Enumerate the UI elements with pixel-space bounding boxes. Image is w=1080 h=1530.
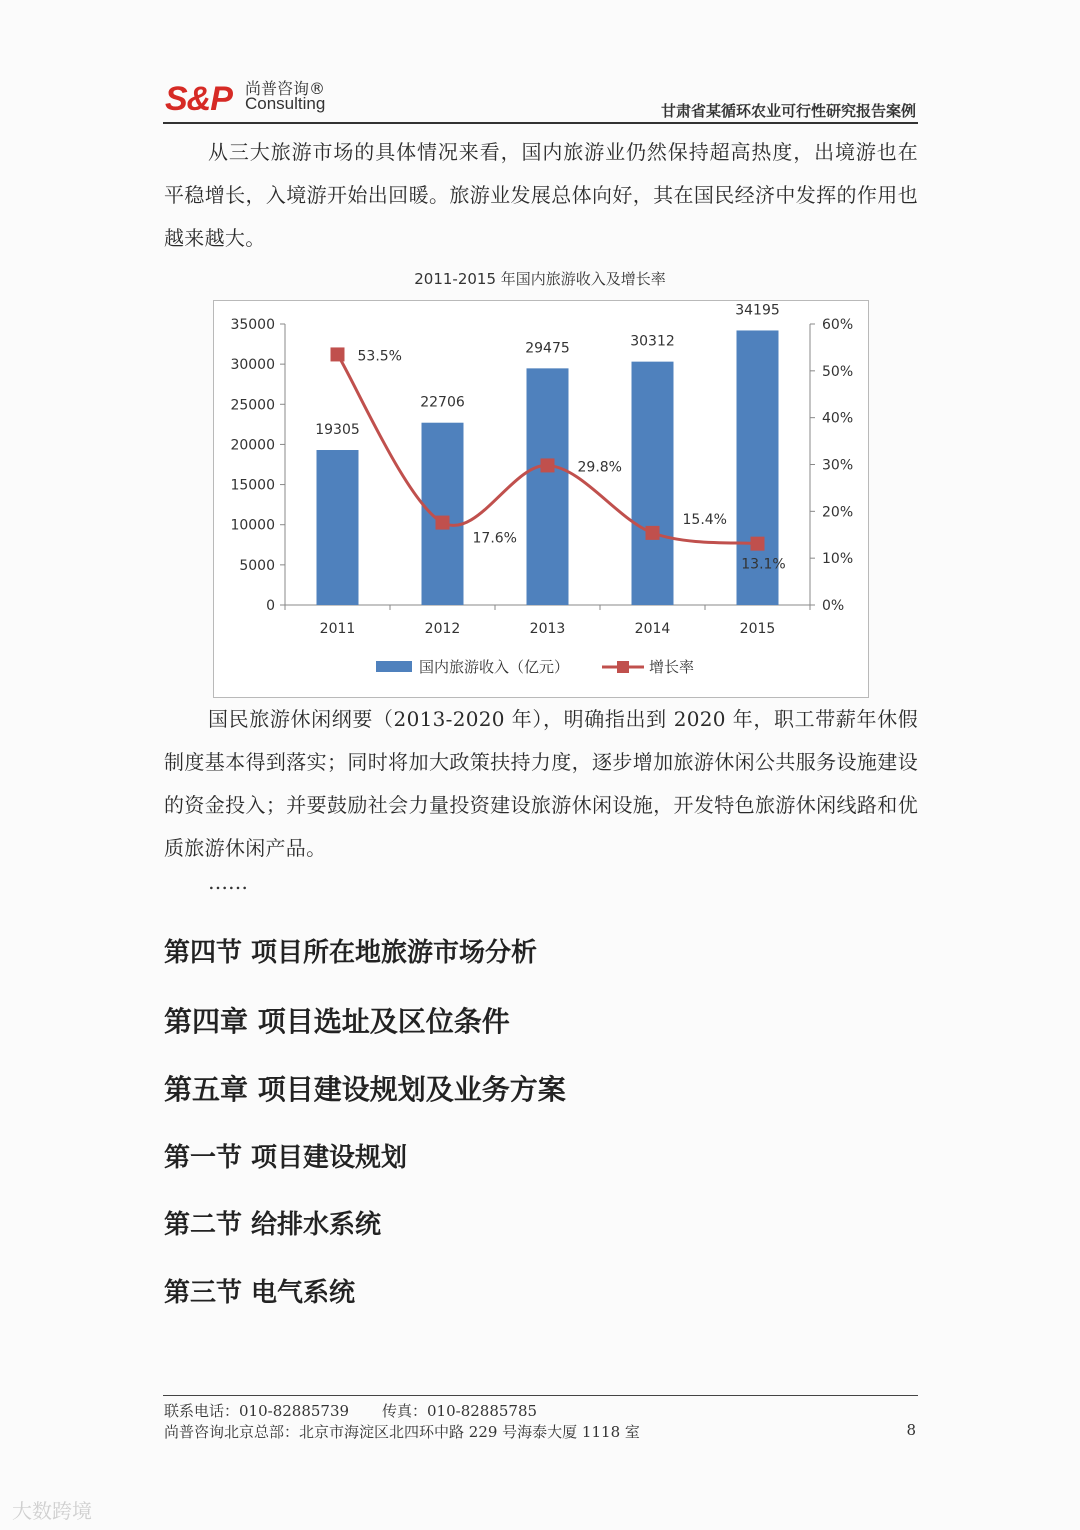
y-right-tick-label: 20%	[822, 504, 854, 521]
footer-fax: 传真：010-82885785	[382, 1402, 538, 1420]
heading-chapter-4: 第四章 项目选址及区位条件	[164, 1005, 510, 1038]
bar-data-label: 19305	[315, 422, 360, 439]
heading-chapter-5: 第五章 项目建设规划及业务方案	[164, 1073, 566, 1106]
logo-mark: S&P	[165, 80, 232, 118]
logo-chinese-name: 尚普咨询®	[245, 79, 326, 98]
ellipsis: ……	[208, 870, 248, 894]
y-right-tick-label: 50%	[822, 363, 854, 380]
heading-section-1: 第一节 项目建设规划	[164, 1143, 408, 1173]
line-data-label: 29.8%	[577, 459, 622, 476]
bar-2012	[422, 423, 464, 605]
y-left-tick-label: 20000	[230, 437, 275, 454]
heading-section-2: 第二节 给排水系统	[164, 1210, 382, 1240]
x-tick-label: 2012	[424, 621, 461, 637]
body-paragraph-1: 从三大旅游市场的具体情况来看，国内旅游业仍然保持超高热度，出境游也在平稳增长，入境游开始出回暖。旅游业发展总体向好，其在国民经济中发挥的作用也越来越大。	[164, 140, 918, 250]
legend-line-marker	[617, 661, 629, 673]
chart-plot	[213, 300, 869, 698]
y-left-tick-label: 30000	[230, 357, 275, 374]
line-data-label: 13.1%	[741, 556, 786, 573]
x-tick-label: 2014	[634, 621, 671, 637]
legend-line-label: 增长率	[649, 658, 695, 676]
legend-bar-label: 国内旅游收入（亿元）	[419, 658, 570, 676]
line-data-label: 15.4%	[682, 511, 727, 528]
bar-data-label: 30312	[630, 333, 675, 350]
x-tick-label: 2011	[319, 621, 356, 637]
y-left-tick-label: 25000	[230, 397, 275, 414]
heading-section-3: 第三节 电气系统	[164, 1278, 356, 1308]
line-data-label: 17.6%	[472, 530, 517, 547]
heading-section-4: 第四节 项目所在地旅游市场分析	[164, 938, 538, 968]
x-tick-label: 2015	[739, 621, 776, 637]
y-right-tick-label: 0%	[822, 598, 845, 614]
line-data-label: 53.5%	[357, 348, 402, 365]
growth-marker-2015	[751, 537, 765, 551]
growth-marker-2014	[646, 526, 660, 540]
y-left-tick-label: 35000	[230, 317, 275, 333]
bar-2013	[527, 368, 569, 605]
bar-2011	[317, 450, 359, 605]
y-left-tick-label: 0	[266, 598, 275, 614]
watermark: 大数跨境	[12, 1499, 92, 1523]
header-divider	[163, 122, 918, 124]
growth-marker-2011	[331, 347, 345, 361]
y-right-tick-label: 30%	[822, 457, 854, 474]
x-tick-label: 2013	[529, 621, 566, 637]
footer-divider	[163, 1395, 918, 1396]
body-paragraph-2: 国民旅游休闲纲要（2013-2020 年），明确指出到 2020 年，职工带薪年休假制度基本得到落实；同时将加大政策扶持力度，逐步增加旅游休闲公共服务设施建设的资金投入；并要鼓励社会力量投资建设旅游休闲设施，开发特色旅游休闲线路和优质旅游休闲产品。	[164, 707, 918, 860]
y-left-tick-label: 15000	[230, 477, 275, 494]
legend-bar-swatch	[376, 661, 412, 672]
y-right-tick-label: 60%	[822, 317, 854, 333]
logo-english-name: Consulting	[245, 94, 326, 113]
growth-marker-2012	[436, 516, 450, 530]
y-left-tick-label: 5000	[239, 557, 275, 574]
y-right-tick-label: 40%	[822, 410, 854, 427]
bar-2014	[632, 362, 674, 605]
bar-data-label: 34195	[735, 302, 780, 319]
footer-phone: 联系电话：010-82885739	[164, 1402, 350, 1420]
bar-data-label: 22706	[420, 394, 465, 411]
bar-data-label: 29475	[525, 340, 570, 357]
document-header-title: 甘肃省某循环农业可行性研究报告案例	[660, 102, 916, 120]
chart-title: 2011-2015 年国内旅游收入及增长率	[414, 270, 666, 288]
footer-address: 尚普咨询北京总部：北京市海淀区北四环中路 229 号海泰大厦 1118 室	[164, 1423, 640, 1441]
growth-marker-2013	[541, 458, 555, 472]
y-right-tick-label: 10%	[822, 551, 854, 568]
y-left-tick-label: 10000	[230, 517, 275, 534]
page-number: 8	[906, 1421, 916, 1439]
